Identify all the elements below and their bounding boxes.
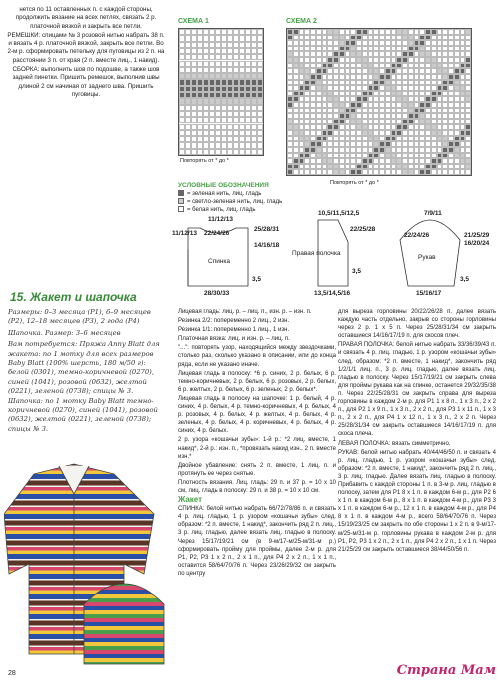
paragraph: ЛЕВАЯ ПОЛОЧКА: вязать симметрично. [338, 440, 451, 447]
back-width: 22/24/26 [204, 230, 230, 237]
paragraph: СПИНКА: белой нитью набрать 66/72/78/86 п. и связать 4 р. лиц. гладью, 1 р. узором «кошачьи зубы» след. образом: *2 п. вместе, 1 накид*, закончить ряд 2 п. лиц., 3 р. лиц. гладью, далее вязать лиц. гладью в полоску. Через 15/17/19/21 см (в 9-м/17-м/25-м/31-м р.) сформировать пройму для проймы, далее 2-м р. для P1, P2, P3 1 х 2 п., 2 х 1 п., для P4 2 х 2 п., 1 х 1 п., оставится 58/64/70/76 п. Через 23/26/29/32 см закрыть по центру [178, 506, 336, 577]
grid-cell [465, 169, 471, 175]
front-bottom: 13,5/14,5/16 [314, 290, 351, 297]
jacket-illustration [4, 454, 174, 680]
scheme1-grid [178, 28, 264, 156]
front-top: 10,5/11,5/12,5 [318, 210, 360, 217]
patterns-diagram [168, 210, 494, 306]
paragraph: для выреза горловины 20/22/26/28 п. далее вязать каждую часть отдельно, закрыв со стороны горловины через 2 р. 1 х 5 п. Через 25/28/31/34 см закрыть оставшиеся 14/16/17/19 п. для скосов плеч. [338, 309, 496, 340]
section-title: 15. Жакет и шапочка [10, 290, 137, 304]
hat-size: Шапочка. Размер: 3–6 месяцев [8, 328, 121, 337]
sleeve-end: 3,5 [460, 276, 470, 283]
paragraph: нется по 11 оставленных п. с каждой стороны, продолжить вязание на всех петлях, связать 2 р. платочной вязкой и закрыть все петли. [15, 6, 157, 30]
paragraph: Резинка 2/2: попеременно 2 лиц., 2 изн. [178, 318, 290, 325]
back-bottom: 28/30/33 [204, 290, 230, 297]
scheme2-grid [286, 28, 472, 176]
sleeve-label: Рукав [418, 254, 436, 261]
sleeve-side: 21/25/29 [464, 232, 490, 239]
legend-item: = зеленая нить, лиц. гладь [178, 190, 282, 198]
back-side: 3,5 [252, 276, 262, 283]
back-left: 11/12/13 [172, 230, 197, 237]
paragraph: Лицевая гладь: лиц. р. – лиц. п., изн. р. – изн. п. [178, 309, 312, 315]
front-side2: 3,5 [352, 268, 362, 275]
sleeve-top: 7/9/11 [424, 210, 442, 217]
back-label: Спинка [208, 258, 231, 265]
top-left-text [6, 6, 166, 100]
sleeve-side2: 16/20/24 [464, 240, 490, 247]
paragraph: Двойное убавление: снять 2 п. вместе, 1 лиц. п. и протянуть ее через снятые. [178, 462, 336, 477]
left-script-text [8, 308, 168, 434]
paragraph: СБОРКА: выполнить шов по подошве, а также шов задней пинетки. Пришить ремешок, выполнив швы длиной 2 см начиная от заднего шва. Пришить пуговицы. [12, 66, 160, 98]
legend-title: УСЛОВНЫЕ ОБОЗНАЧЕНИЯ [178, 182, 269, 189]
scheme1-repeat: Повторять от * до * [180, 158, 229, 164]
paragraph: РЕМЕШКИ: спицами № 3 розовой нитью набрать 38 п. и вязать 4 р. платочной вязкой, закрыть все петли. Во 2-м р. сформировать петельку для пуговицы из 2 п. на расстоянии 3 п. от края (2 п. вместе лиц., 1 накид). [7, 31, 165, 64]
back-top: 11/12/13 [208, 216, 233, 223]
scheme1-title: СХЕМА 1 [178, 18, 209, 25]
paragraph: Лицевая гладь в полоску на шапочке: 1 р. белый, 4 р. синих, 4 р. белых, 4 р. темно-коричневых, 4 р. белых, 4 р. розовых, 4 р. белых, 4 р. желтых, 4 р. белых, 4 р. зеленых, 4 р. белых, 4 р. коричневых, 4 р. белых, 4 р. синих, 4 р. белых. [178, 395, 336, 435]
scheme2-title: СХЕМА 2 [286, 18, 317, 25]
scheme2-repeat: Повторять от * до * [330, 180, 379, 186]
paragraph: ПРАВАЯ ПОЛОЧКА: белой нитью набрать 33/36/39/43 п. и связать 4 р. лиц. гладью, 1 р. узором «кошачьи зубы» след. образом: *2 п. вместе, 1 накид*, закончить ряд 1/2/1/1 лиц. п., 3 р. лиц. гладью, далее вязать лиц. гладью в полоску. Через 15/17/19/21 см закрыть слева для проймы рукава как на спинке, останется 29/32/35/38 п. Через 22/25/28/31 см закрыть справа для выреза горловины в каждом 2-м р. для P1 1 х 8 п., 1 х 3 п., 2 х 2 п., для P2 1 х 9 п., 1 х 3 п., 2 х 2 п., для P3 1 х 11 п., 1 х 3 п., 2 х 2 п., для P4 1 х 12 п., 1 х 3 п., 2 х 2 п. Через 25/28/31/34 см закрыть оставшиеся 14/16/17/19 п. для скоса плеча. [338, 342, 496, 438]
materials: Вам потребуется: Пряжа Anny Blatt для жакета: по 1 мотку для всех размеров Baby Blatt (100% шерсть, 180 м/50 г): белой (0301), темно-коричневой (0270), синей (1041), розовой (0632), желтой (0221), зеленой (0738); спицы № 3. Шапочка: по 1 мотку Baby Blatt темно-коричневой (0270), синей (1041), розовой (0632), желтой (0221), зеленой (0738); спицы № 3. [8, 340, 160, 433]
sleeve-bottom: 15/16/17 [416, 290, 442, 297]
back-neck: 25/28/31 [254, 226, 280, 233]
front-side: 22/25/28 [350, 226, 376, 233]
paragraph: Платочная вязка: лиц. и изн. р. – лиц. п. [178, 336, 290, 343]
paragraph: 2 р. узора «кошачьи зубы»: 1-й р.: *2 лиц. вместе, 1 накид*, 2-й р.: изн. п., *провязать накид изн., 2 п. вместе изн.* [178, 437, 336, 460]
paragraph: "...": повторять узор, находящийся между звездочками, столько раз, сколько указано в описании, или до конца ряда, если не указано иначе. [178, 345, 336, 368]
photo-jacket-hat [4, 454, 174, 680]
paragraph: Резинка 1/1: попеременно 1 лиц., 1 изн. [178, 327, 290, 334]
legend-swatch [178, 198, 184, 204]
paragraph: Лицевая гладь в полоску: *6 р. синих, 2 р. белых, 6 р. темно-коричневых, 2 р. белых, 6 р. розовых, 2 р. белых, 6 р. желтых, 2 р. белых, 6 р. зеленых, 2 р. белых*. [178, 370, 336, 393]
legend-item: = светло-зеленая нить, лиц. гладь [178, 198, 282, 206]
page-number: 28 [8, 670, 16, 677]
middle-column [178, 308, 336, 579]
paragraph: РУКАВ: белой нитью набрать 40/44/46/50 п. и связать 4 р. лиц. гладью, 1 р. узором «кошачьи зубы» след. образом: *2 п. вместе, 1 накид*, закончить ряд 2 п. лиц., 3 р. лиц. гладью. Далее вязать лиц. гладью в полоску. Прибавить с каждой стороны 1 п. в 3-м р. лиц. гладью в полоску, затем для P1 8 х 1 п. в каждом 6-м р., для P2 6 х 1 п. в каждом 6-м р., 8 х 1 п. в каждом 4-м р., для P3 3 х 1 п. в каждом 6-м р., 12 х 1 п. в каждом 4-м р., для P4 8 х 1 п. в каждом 4-м р., всего 58/64/70/76 п. Через 15/19/23/25 см закрыть по обе стороны 1 х 2 п. в 9-м/17-м/25-м/31-м р. горловины рукава в каждом 2-м р. для P1, P2, P3 1 х 2 п., 2 х 1 п., для P4 2 х 2 п., 1 х 1 п. Через 21/25/29 см закрыть оставшиеся 38/44/50/56 п. [338, 449, 496, 553]
sleeve-mid: 22/24/26 [404, 232, 430, 239]
site-logo: Страна Мам [396, 663, 496, 678]
legend-swatch [178, 190, 184, 196]
back-height: 14/16/18 [254, 242, 280, 249]
front-label: Правая полочка [292, 250, 341, 257]
sizes: Размеры: 0–3 месяца (P1), 6–9 месяцев (P2), 12–18 месяцев (P3), 2 года (P4) [8, 308, 151, 326]
subheading-jacket: Жакет [178, 495, 203, 505]
right-column [338, 308, 496, 555]
legend-item: = белая нить, лиц. гладь [178, 206, 282, 214]
grid-cell [257, 149, 263, 155]
paragraph: Плотность вязания. Лиц. гладь: 29 п. и 37 р. = 10 х 10 см, лиц. гладь в полоску: 29 п. и 38 р. = 10 х 10 см. [178, 479, 336, 494]
